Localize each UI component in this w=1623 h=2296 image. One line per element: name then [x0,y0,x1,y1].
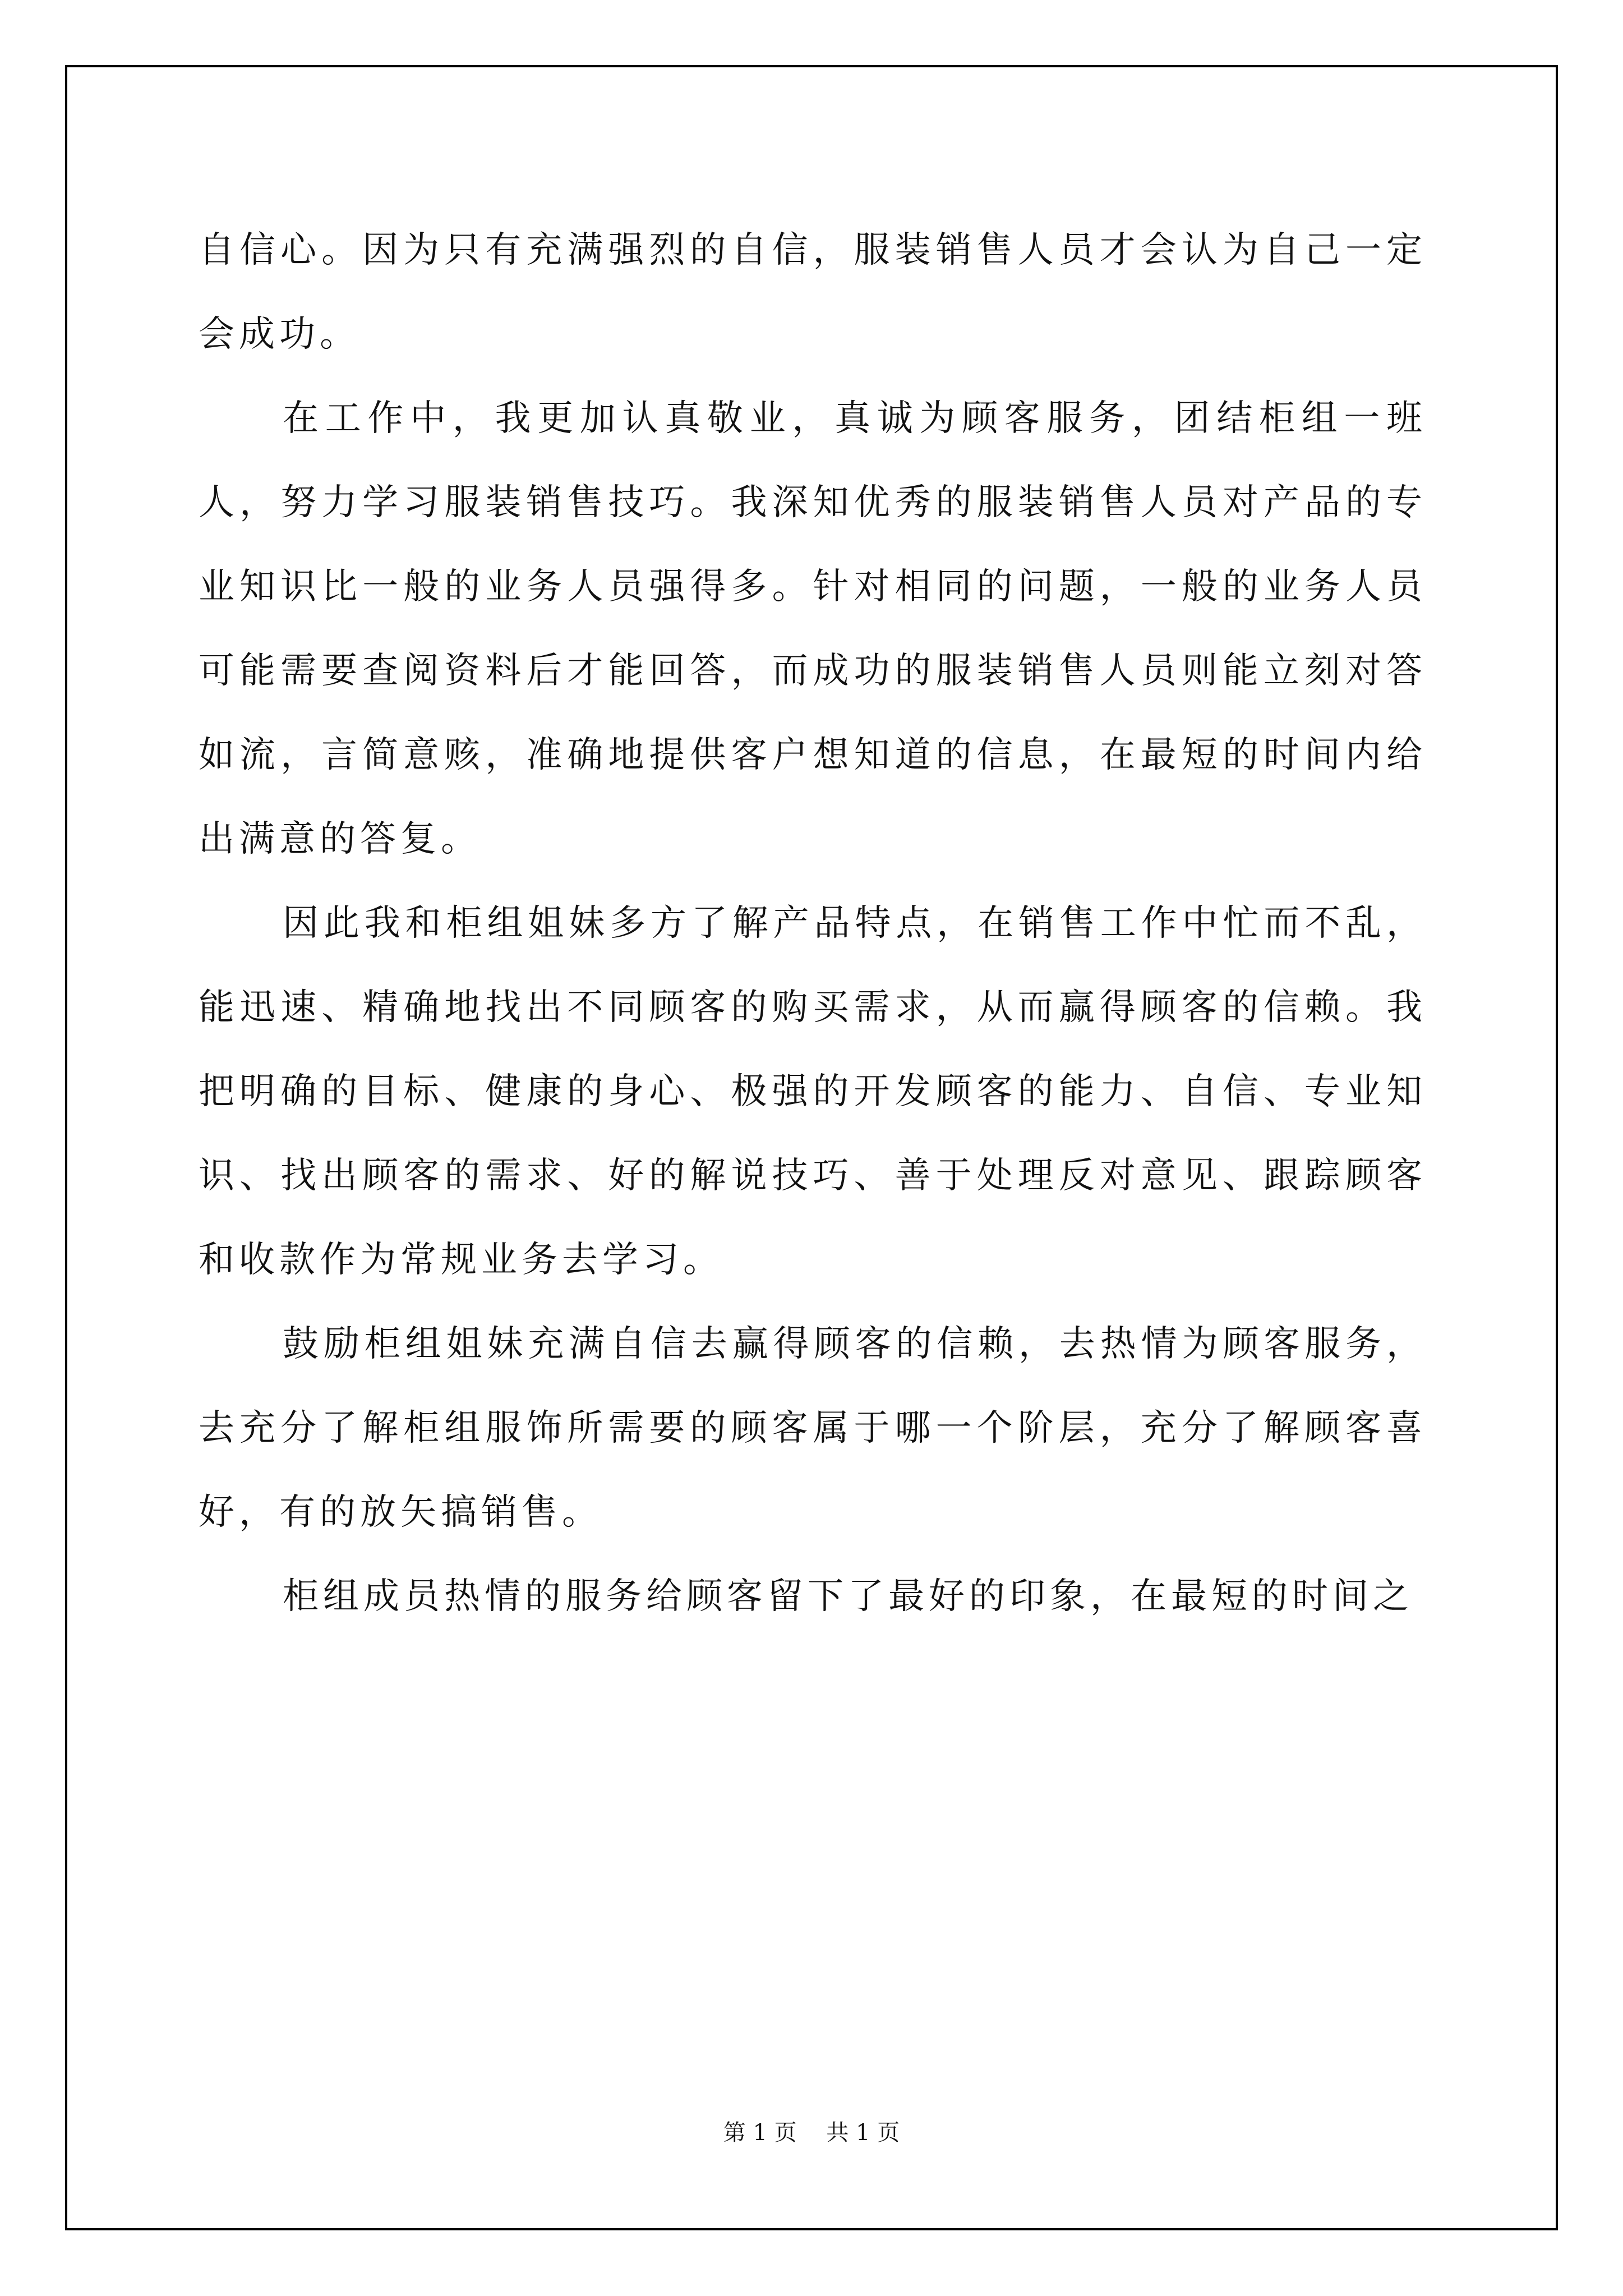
paragraph: 在工作中，我更加认真敬业，真诚为顾客服务，团结柜组一班人，努力学习服装销售技巧。我深知优秀的服装销售人员对产品的专业知识比一般的业务人员强得多。针对相同的问题，一般的业务人员可能需要查阅资料后才能回答，而成功的服装销售人员则能立刻对答如流，言简意赅，准确地提供客户想知道的信息，在最短的时间内给出满意的答复。 [199,398,1427,860]
paragraph: 鼓励柜组姐妹充满自信去赢得顾客的信赖，去热情为顾客服务，去充分了解柜组服饰所需要的顾客属于哪一个阶层，充分了解顾客喜好，有的放矢搞销售。 [199,1323,1427,1533]
paragraph: 柜组成员热情的服务给顾客留下了最好的印象，在最短的时间之 [283,1576,1413,1617]
page-footer: 第 1 页 共 1 页 [723,2120,900,2146]
paragraph: 因此我和柜组姐妹多方了解产品特点，在销售工作中忙而不乱，能迅速、精确地找出不同顾客的购买需求，从而赢得顾客的信赖。我把明确的目标、健康的身心、极强的开发顾客的能力、自信、专业知识、找出顾客的需求、好的解说技巧、善于处理反对意见、跟踪顾客和收款作为常规业务去学习。 [199,903,1427,1281]
document-body [199,208,1427,1639]
paragraph: 自信心。因为只有充满强烈的自信，服装销售人员才会认为自己一定会成功。 [199,229,1427,355]
